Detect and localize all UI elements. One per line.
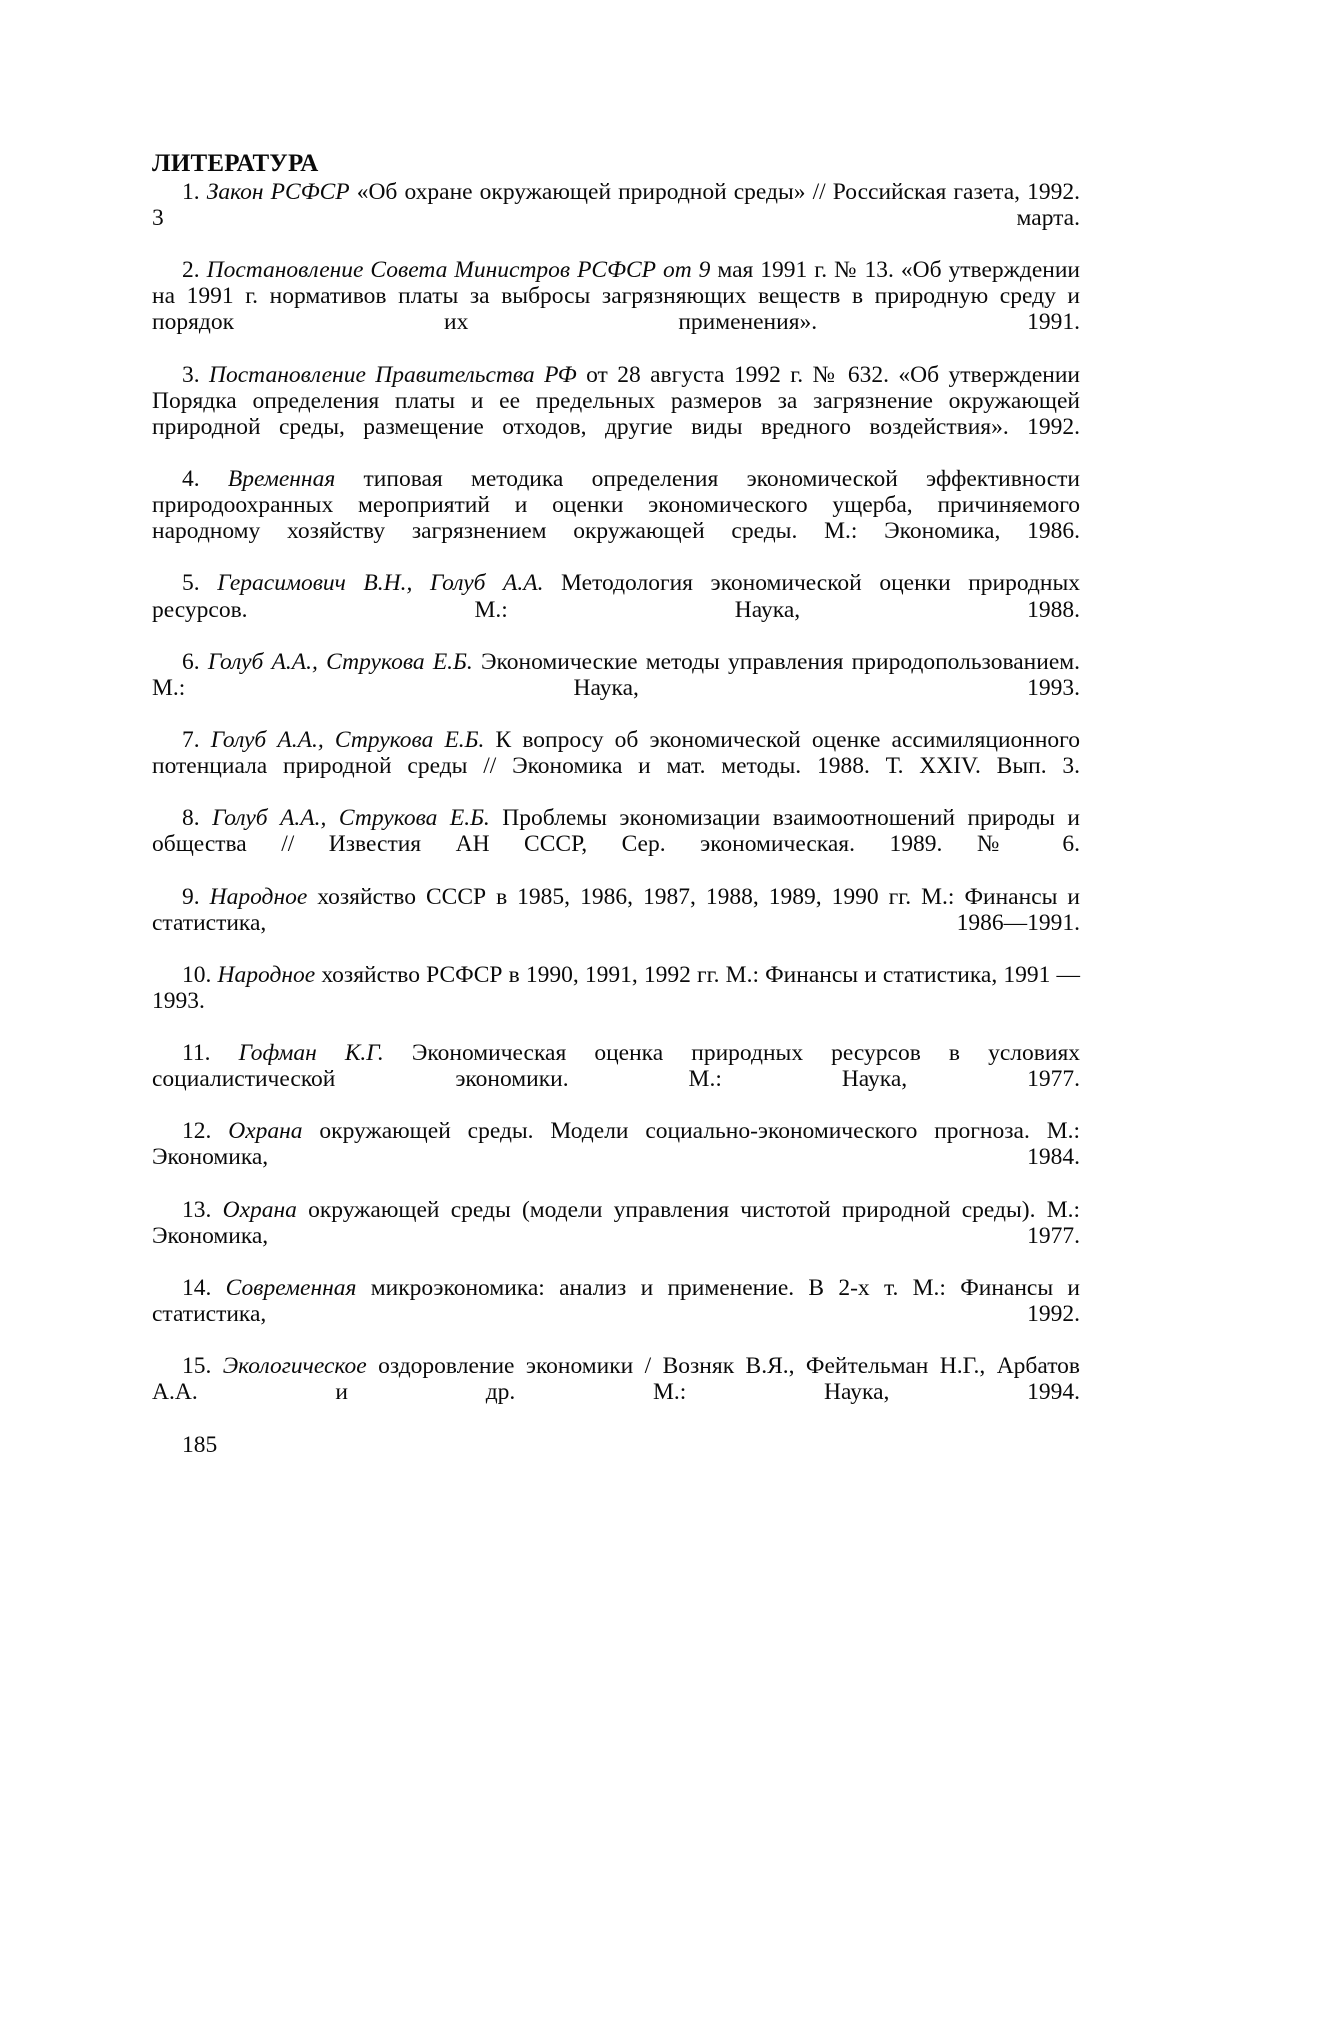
- reference-body: от 28 августа 1992 г. № 632. «Об утверждении Порядка определения платы и ее предельных размеров за загрязнение окружающей природной среды, размещение отходов, другие виды вредного воздействия». 1992.: [152, 361, 1080, 440]
- reference-body: хозяйство РСФСР в 1990, 1991, 1992 гг. М.: Финансы и статистика, 1991 — 1993.: [152, 961, 1081, 1014]
- reference-number: 9.: [182, 883, 200, 910]
- reference-number: 7.: [182, 726, 200, 753]
- reference-title-italic: Голуб А.А., Струкова Е.Б.: [210, 726, 485, 753]
- reference-body: хозяйство СССР в 1985, 1986, 1987, 1988, 1989, 1990 гг. М.: Финансы и статистика, 1986—1991.: [152, 883, 1080, 936]
- reference-list: [152, 179, 1080, 1432]
- reference-entry: [152, 962, 1080, 1040]
- reference-number: 6.: [182, 648, 200, 675]
- reference-body: мая 1991 г. № 13. «Об утверждении на 1991 г. нормативов платы за выбросы загрязняющих веществ в природную среду и порядок их применения». 1991.: [152, 257, 1080, 336]
- reference-entry: [152, 570, 1080, 648]
- reference-number: 1.: [182, 179, 200, 205]
- page-number: 185: [182, 1431, 218, 1458]
- reference-body: Проблемы экономизации взаимоотношений природы и общества // Известия АН СССР, Сер. экономическая. 1989. № 6.: [152, 805, 1080, 858]
- reference-entry: [152, 649, 1080, 727]
- reference-title-italic: Народное: [217, 961, 316, 988]
- reference-body: Методология экономической оценки природных ресурсов. М.: Наука, 1988.: [152, 570, 1080, 623]
- reference-entry: [152, 1118, 1080, 1196]
- reference-number: 5.: [182, 570, 200, 597]
- reference-body: оздоровление экономики / Возняк В.Я., Фейтельман Н.Г., Арбатов А.А. и др. М.: Наука, 1994.: [152, 1353, 1080, 1406]
- reference-body: окружающей среды (модели управления чистотой природной среды). М.: Экономика, 1977.: [152, 1196, 1081, 1249]
- reference-number: 15.: [182, 1353, 212, 1380]
- reference-number: 13.: [182, 1196, 212, 1223]
- reference-title-italic: Закон РСФСР: [206, 179, 350, 205]
- bibliography-section: [152, 150, 1080, 1458]
- reference-title-italic: Гофман К.Г.: [238, 1040, 384, 1067]
- reference-entry: [152, 1197, 1080, 1275]
- reference-entry: [152, 884, 1080, 962]
- reference-body: Экономическая оценка природных ресурсов в условиях социалистической экономики. М.: Наука, 1977.: [152, 1040, 1081, 1093]
- reference-number: 8.: [182, 805, 200, 832]
- reference-entry: [152, 362, 1080, 466]
- reference-number: 2.: [182, 257, 200, 284]
- reference-body: микроэкономика: анализ и применение. В 2-х т. М.: Финансы и статистика, 1992.: [152, 1274, 1080, 1328]
- reference-entry: [152, 257, 1080, 361]
- reference-body: Экономические методы управления природопользованием. М.: Наука, 1993.: [152, 648, 1080, 701]
- reference-number: 11.: [182, 1040, 211, 1067]
- reference-body: К вопросу об экономической оценке ассимиляционного потенциала природной среды // Экономика и мат. методы. 1988. Т. XXIV. Вып. 3.: [152, 726, 1080, 780]
- reference-number: 4.: [182, 466, 200, 493]
- reference-entry: [152, 727, 1080, 805]
- reference-title-italic: Охрана: [222, 1196, 297, 1223]
- reference-title-italic: Герасимович В.Н., Голуб А.А.: [217, 570, 544, 597]
- reference-number: 3.: [182, 361, 200, 388]
- reference-title-italic: Экологическое: [222, 1353, 367, 1380]
- reference-body: типовая методика определения экономической эффективности природоохранных мероприятий и оценки экономического ущерба, причиняемого народному хозяйству загрязнением окружающей среды. М.: Экономика, 1986.: [152, 466, 1080, 545]
- reference-title-italic: Голуб А.А., Струкова Е.Б.: [212, 805, 490, 832]
- page-title: ЛИТЕРАТУРА: [152, 150, 319, 177]
- reference-entry: [152, 179, 1080, 257]
- reference-number: 10.: [182, 961, 212, 988]
- reference-title-italic: Охрана: [228, 1118, 303, 1145]
- reference-entry: [152, 1353, 1080, 1431]
- reference-entry: [152, 1040, 1080, 1118]
- reference-entry: [152, 805, 1080, 883]
- reference-body: окружающей среды. Модели социально-экономического прогноза. М.: Экономика, 1984.: [152, 1118, 1080, 1171]
- reference-title-italic: Постановление Правительства РФ: [209, 361, 577, 388]
- reference-title-italic: Голуб А.А., Струкова Е.Б.: [207, 648, 473, 675]
- reference-entry: [152, 1275, 1080, 1353]
- reference-title-italic: Народное: [209, 883, 308, 910]
- reference-number: 12.: [182, 1118, 212, 1145]
- reference-title-italic: Современная: [225, 1274, 357, 1301]
- reference-title-italic: Постановление Совета Министров РСФСР от 9: [206, 257, 711, 284]
- reference-title-italic: Временная: [227, 466, 336, 493]
- reference-entry: [152, 466, 1080, 570]
- reference-number: 14.: [182, 1274, 212, 1301]
- reference-body: «Об охране окружающей природной среды» // Российская газета, 1992. 3 марта.: [152, 179, 1080, 232]
